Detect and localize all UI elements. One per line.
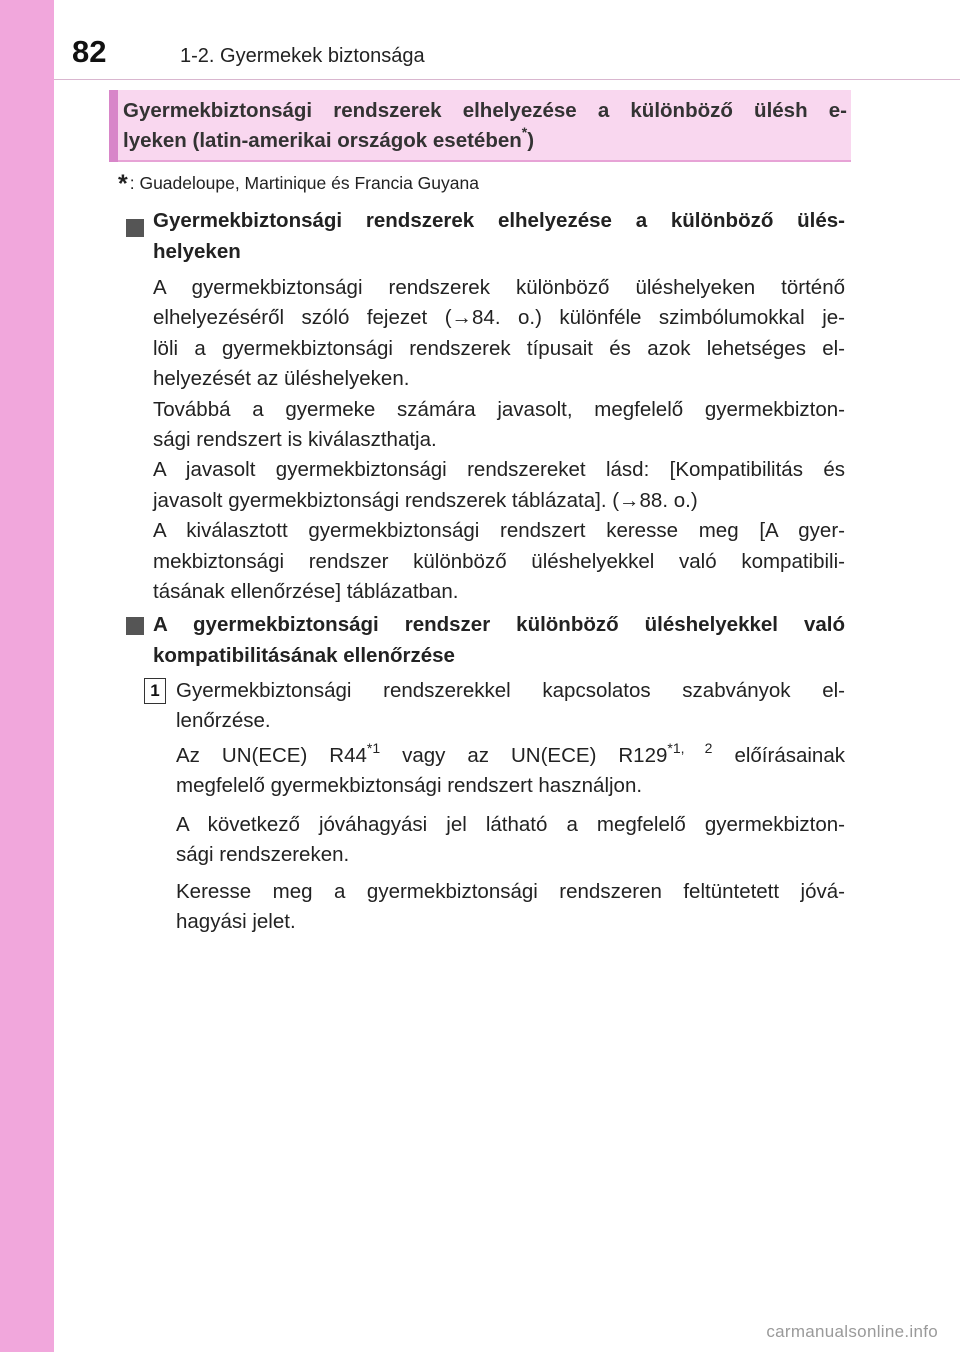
- section-title: 1-2. Gyermekek biztonsága: [180, 45, 425, 67]
- footnote-ref: *1, 2: [667, 740, 713, 757]
- subsection-heading-line-2: kompatibilitásának ellenőrzése: [153, 644, 455, 667]
- heading-accent-bar: [109, 90, 118, 162]
- standards-line-end: előírásainak: [712, 744, 845, 767]
- subsection-heading-line-2: helyeken: [153, 240, 241, 263]
- step-line: lenőrzése.: [176, 709, 271, 733]
- body-line: tásának ellenőrzése] táblázatban.: [153, 580, 459, 604]
- topic-heading: [123, 96, 847, 156]
- body-line: A következő jóváhagyási jel látható a megfelelő gyermekbizton-: [176, 813, 845, 836]
- body-line: sági rendszereken.: [176, 843, 350, 867]
- footnote-ref: *1: [366, 740, 381, 757]
- subsection-heading: [153, 205, 845, 267]
- heading-line-2-text: lyeken (latin-amerikai országok esetében: [123, 129, 522, 152]
- standards-paragraph: [176, 741, 845, 802]
- footnote-star: *: [118, 170, 128, 198]
- section-bullet-icon: [126, 219, 144, 237]
- footnote: [118, 170, 479, 197]
- body-line: A javasolt gyermekbiztonsági rendszereket lásd: [Kompatibilitás és: [153, 458, 845, 482]
- step-line: Gyermekbiztonsági rendszerekkel kapcsolatos szabványok el-: [176, 679, 845, 702]
- section-bullet-icon: [126, 617, 144, 635]
- body-line: sági rendszert is kiválaszthatja.: [153, 428, 437, 452]
- body-line: löli a gyermekbiztonsági rendszerek típusait és azok lehetséges el-: [153, 336, 845, 360]
- subsection-heading-line-1: A gyermekbiztonsági rendszer különböző üléshelyekkel való: [153, 613, 845, 636]
- standard-r129: vagy az UN(ECE) R129: [380, 744, 668, 767]
- body-line: Továbbá a gyermeke számára javasolt, megfelelő gyermekbizton-: [153, 397, 845, 421]
- watermark: carmanualsonline.info: [766, 1322, 938, 1341]
- step-number-badge: 1: [144, 678, 166, 704]
- body-line: A gyermekbiztonsági rendszerek különböző üléshelyeken történő: [153, 276, 845, 299]
- step-text: [176, 676, 845, 737]
- side-tab-bar: [0, 0, 54, 1352]
- heading-line-2: [123, 126, 847, 156]
- body-line: helyezését az üléshelyeken.: [153, 367, 410, 391]
- approval-search-paragraph: [176, 877, 845, 938]
- body-line: mekbiztonsági rendszer különböző üléshelyekkel való kompatibili-: [153, 549, 845, 573]
- section-body: [153, 273, 845, 607]
- body-line: hagyási jelet.: [176, 910, 296, 934]
- heading-line-1: Gyermekbiztonsági rendszerek elhelyezése a különböző ülésh e-: [123, 99, 847, 122]
- standards-line-1: [176, 741, 845, 771]
- page-number: 82: [72, 34, 107, 69]
- standards-line-2: megfelelő gyermekbiztonsági rendszert használjon.: [176, 774, 643, 798]
- heading-footnote-marker: *: [521, 124, 528, 141]
- footnote-text: : Guadeloupe, Martinique és Francia Guyana: [129, 173, 479, 193]
- standard-r44: Az UN(ECE) R44: [176, 744, 367, 767]
- heading-line-2-end: ): [527, 129, 535, 152]
- body-line: Keresse meg a gyermekbiztonsági rendszeren feltüntetett jóvá-: [176, 880, 845, 903]
- body-line: javasolt gyermekbiztonsági rendszerek táblázata]. (→88. o.): [153, 488, 698, 512]
- subsection-heading: [153, 609, 845, 671]
- body-line: elhelyezéséről szóló fejezet (→84. o.) különféle szimbólumokkal je-: [153, 306, 845, 330]
- topic-heading-box: [109, 90, 851, 162]
- body-line: A kiválasztott gyermekbiztonsági rendszert keresse meg [A gyer-: [153, 519, 845, 543]
- subsection-heading-line-1: Gyermekbiztonsági rendszerek elhelyezése a különböző ülés-: [153, 209, 845, 232]
- approval-mark-paragraph: [176, 810, 845, 871]
- header-divider: [54, 79, 960, 80]
